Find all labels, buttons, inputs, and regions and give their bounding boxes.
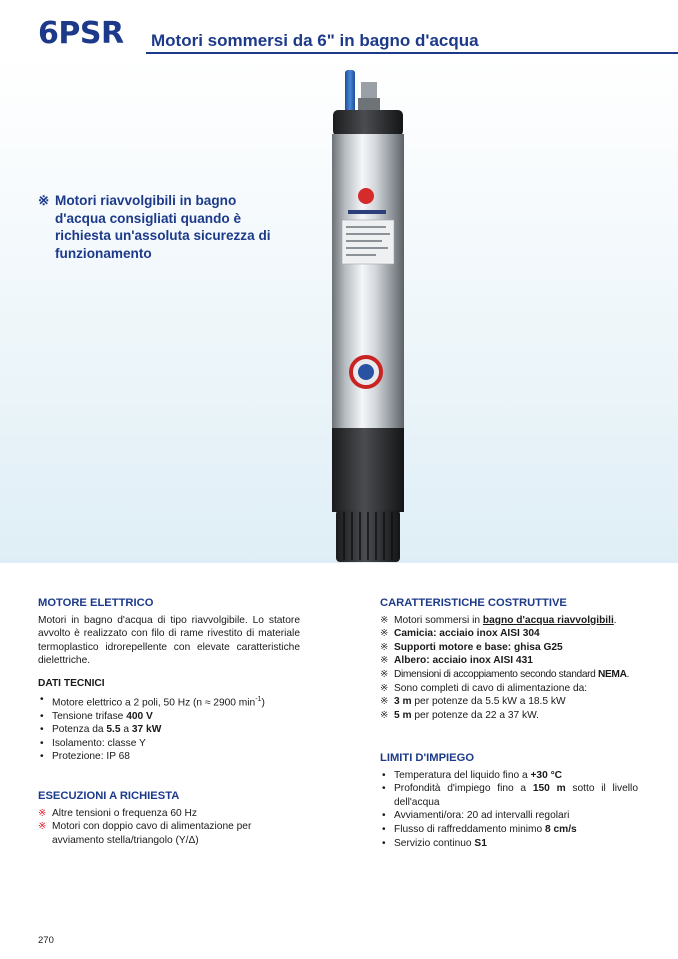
hero-tagline: [38, 192, 278, 262]
list-item: ※ Dimensioni di accoppiamento secondo standard NEMA.: [380, 668, 630, 680]
page-title: Motori sommersi da 6" in bagno d'acqua: [151, 31, 479, 50]
list-item: • Potenza da 5.5 a 37 kW: [40, 724, 162, 736]
list-item: • Profondità d'impiego fino a 150 m sotto il livello dell'acqua: [382, 783, 638, 808]
section-esecuzioni: [38, 790, 300, 847]
dati-heading: DATI TECNICI: [38, 677, 105, 689]
limiti-heading: LIMITI D'IMPIEGO: [380, 752, 475, 764]
list-item: • Flusso di raffreddamento minimo 8 cm/s: [382, 823, 577, 835]
motore-heading: MOTORE ELETTRICO: [38, 597, 154, 609]
section-motore: [38, 597, 300, 764]
section-limiti: [380, 752, 638, 850]
list-item: • Avviamenti/ora: 20 ad intervalli regolari: [382, 810, 570, 822]
list-item: • Tensione trifase 400 V: [40, 710, 153, 722]
list-item: • Isolamento: classe Y: [40, 737, 146, 749]
costruttive-heading: CARATTERISTICHE COSTRUTTIVE: [380, 597, 567, 609]
list-item: ※ Sono completi di cavo di alimentazione da:: [380, 682, 588, 694]
tagline-text: Motori riavvolgibili in bagno d'acqua consigliati quando è richiesta un'assoluta sicurezza di funzionamento: [55, 193, 271, 261]
motor-image: [318, 60, 418, 570]
list-item: • Motore elettrico a 2 poli, 50 Hz (n ≈ 2900 $\min^{-1}$): [40, 693, 265, 708]
list-item: ※ Altre tensioni o frequenza 60 Hz: [38, 807, 197, 819]
list-item: ※ Motori sommersi in bagno d'acqua riavvolgibili.: [380, 614, 617, 626]
page-header: [0, 0, 678, 56]
list-item: • Servizio continuo S1: [382, 837, 487, 849]
motore-text: Motori in bagno d'acqua di tipo riavvolgibile. Lo statore avvolto è realizzato con filo di rame rivestito di materiale termoplastico idrorepellente con elevate caratteristiche dielettriche.: [38, 614, 300, 667]
esecuzioni-heading: ESECUZIONI A RICHIESTA: [38, 790, 180, 802]
reference-mark-icon: ※: [38, 193, 50, 208]
section-costruttive: [380, 597, 640, 722]
list-item: ※ Supporti motore e base: ghisa G25: [380, 641, 563, 653]
product-code: 6PSR: [38, 16, 124, 51]
list-item: ※ 5 m per potenze da 22 a 37 kW.: [380, 709, 539, 721]
list-item: ※ 3 m per potenze da 5.5 kW a 18.5 kW: [380, 696, 566, 708]
page-number: 270: [38, 935, 54, 946]
title-underline: [146, 52, 678, 54]
list-item: • Temperatura del liquido fino a +30 °C: [382, 769, 563, 781]
list-item: ※ Camicia: acciaio inox AISI 304: [380, 628, 540, 640]
list-item: ※ Motori con doppio cavo di alimentazione per avviamento stella/triangolo (Y/Δ): [38, 821, 252, 846]
list-item: ※ Albero: acciaio inox AISI 431: [380, 655, 533, 667]
list-item: • Protezione: IP 68: [40, 751, 130, 763]
